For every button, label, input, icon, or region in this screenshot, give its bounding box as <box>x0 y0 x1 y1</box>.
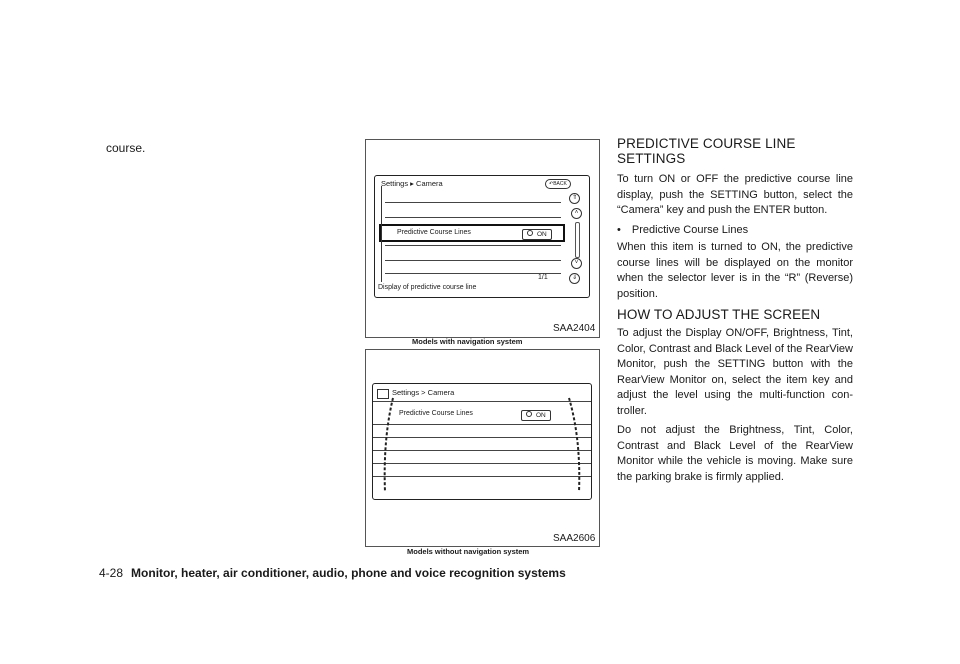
back-arrow-icon: ↶ <box>549 181 554 187</box>
paragraph: To turn ON or OFF the predictive course line display, push the SETTING button, select the “Camera” key and push the ENTER button. <box>617 173 853 216</box>
scroll-down-icon[interactable]: ˅ <box>571 258 582 269</box>
back-button[interactable]: ↶BACK <box>545 179 571 189</box>
lead-text: course. <box>106 141 146 155</box>
right-column <box>617 136 853 485</box>
scroll-bottom-icon[interactable]: ⇓ <box>569 273 580 284</box>
toggle-indicator: ON <box>522 229 552 240</box>
section-heading: PREDICTIVE COURSE LINE SETTINGS <box>617 136 796 166</box>
divider <box>385 245 561 246</box>
figure-caption: Models without navigation system <box>407 547 530 556</box>
scroll-top-icon[interactable]: ⇑ <box>569 193 580 204</box>
screen-title: Settings ▸ Camera <box>381 179 443 188</box>
scrollbar-track[interactable] <box>575 222 580 258</box>
paragraph: Do not adjust the Brightness, Tint, Color, Contrast and Black Level of the RearView Monitor while the vehicle is moving. Make sure the parking brake is firmly applied. <box>617 424 853 483</box>
bullet-icon: • <box>617 223 621 236</box>
radio-dot-icon <box>527 230 533 236</box>
divider <box>385 260 561 261</box>
page-indicator: 1/1 <box>538 274 548 281</box>
divider <box>385 202 561 203</box>
screen-title: Settings > Camera <box>392 388 455 397</box>
screen-bezel-curve <box>375 186 382 282</box>
figure-code: SAA2404 <box>553 323 596 334</box>
figure-caption: Models with navigation system <box>412 337 523 346</box>
page-footer <box>99 566 566 580</box>
status-text: Display of predictive course line <box>378 284 477 291</box>
bullet-item: • Predictive Course Lines <box>617 223 749 236</box>
divider <box>385 217 561 218</box>
divider <box>385 273 561 274</box>
paragraph: When this item is turned to ON, the predictive course lines will be displayed on the monitor when the selector lever is in the “R” (Reverse) position. <box>617 241 853 300</box>
figure-code: SAA2606 <box>553 533 596 544</box>
paragraph: To adjust the Display ON/OFF, Brightness, Tint, Color, Contrast and Black Level of the RearView Monitor, push the SETTING button with the RearView Monitor on, select the item key and adjust the level using the multi-function con- troller. <box>617 327 853 417</box>
camera-settings-screen <box>374 175 590 298</box>
figure-navigation-screen <box>365 139 600 338</box>
page-number: 4-28 <box>99 566 124 580</box>
item-label: Predictive Course Lines <box>397 229 471 236</box>
section-heading: HOW TO ADJUST THE SCREEN <box>617 307 821 322</box>
scroll-up-icon[interactable]: ˄ <box>571 208 582 219</box>
camera-settings-screen <box>372 383 592 500</box>
section-title: Monitor, heater, air conditioner, audio, phone and voice recognition systems <box>131 566 566 580</box>
predictive-course-lines-icon <box>373 384 591 499</box>
item-label: Predictive Course Lines <box>399 410 473 417</box>
figure-no-navigation-screen <box>365 349 600 547</box>
toggle-indicator: ON <box>521 410 551 421</box>
